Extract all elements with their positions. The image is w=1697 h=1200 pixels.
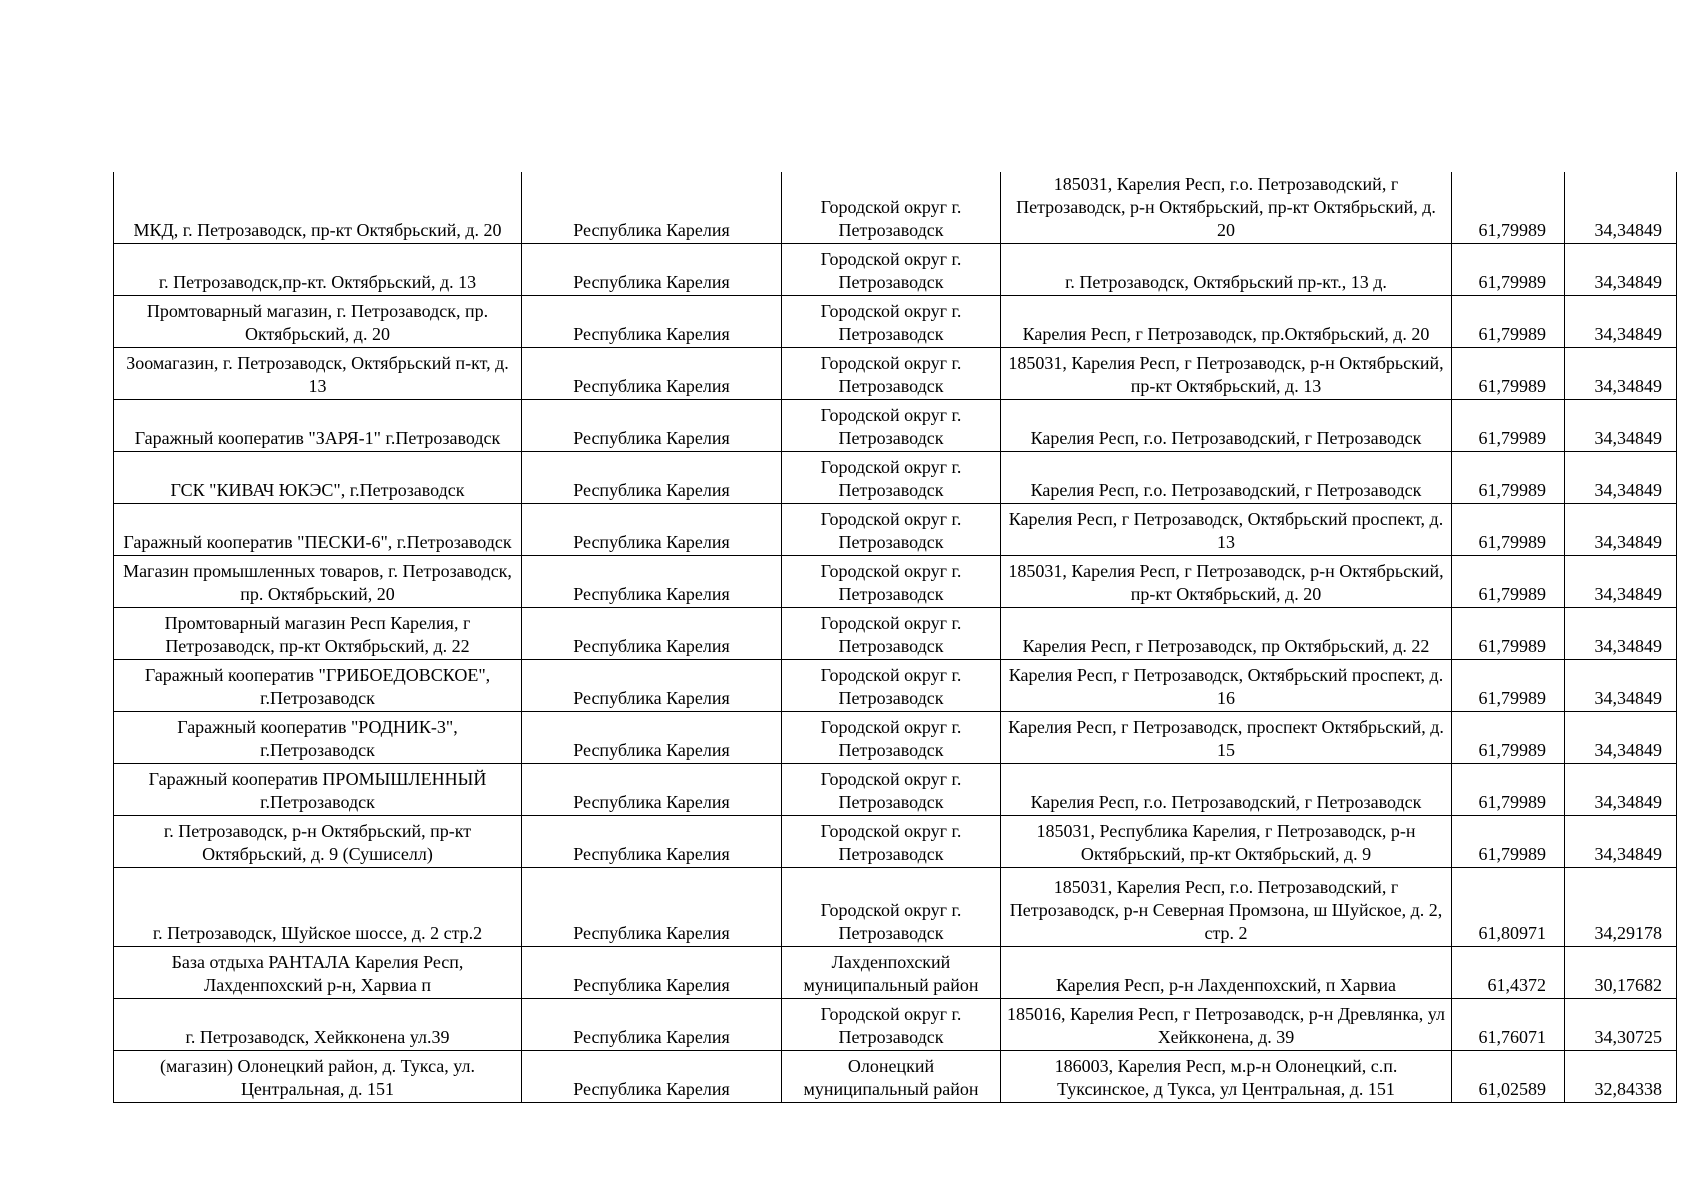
cell-region: Республика Карелия <box>522 400 782 452</box>
cell-region: Республика Карелия <box>522 244 782 296</box>
cell-longitude: 34,34849 <box>1565 608 1677 660</box>
cell-region: Республика Карелия <box>522 172 782 244</box>
cell-latitude: 61,79989 <box>1452 660 1565 712</box>
table-row <box>114 1051 1677 1103</box>
cell-latitude: 61,79989 <box>1452 608 1565 660</box>
cell-region: Республика Карелия <box>522 348 782 400</box>
table-row <box>114 712 1677 764</box>
cell-region: Республика Карелия <box>522 452 782 504</box>
cell-name: Промтоварный магазин Респ Карелия, г Петрозаводск, пр-кт Октябрьский, д. 22 <box>114 608 522 660</box>
cell-name: База отдыха РАНТАЛА Карелия Респ, Лахденпохский р-н, Харвиа п <box>114 947 522 999</box>
cell-district: Олонецкий муниципальный район <box>782 1051 1001 1103</box>
cell-region: Республика Карелия <box>522 556 782 608</box>
cell-longitude: 34,29178 <box>1565 868 1677 947</box>
cell-latitude: 61,76071 <box>1452 999 1565 1051</box>
cell-region: Республика Карелия <box>522 504 782 556</box>
cell-latitude: 61,79989 <box>1452 504 1565 556</box>
table-row <box>114 947 1677 999</box>
cell-longitude: 34,34849 <box>1565 400 1677 452</box>
cell-district: Лахденпохский муниципальный район <box>782 947 1001 999</box>
cell-latitude: 61,79989 <box>1452 556 1565 608</box>
cell-name: МКД, г. Петрозаводск, пр-кт Октябрьский, д. 20 <box>114 172 522 244</box>
cell-district: Городской округ г. Петрозаводск <box>782 452 1001 504</box>
cell-name: Гаражный кооператив "ЗАРЯ-1" г.Петрозаводск <box>114 400 522 452</box>
cell-longitude: 34,30725 <box>1565 999 1677 1051</box>
table-row <box>114 764 1677 816</box>
cell-region: Республика Карелия <box>522 712 782 764</box>
cell-address: 185016, Карелия Респ, г Петрозаводск, р-н Древлянка, ул Хейкконена, д. 39 <box>1001 999 1452 1051</box>
cell-name: Магазин промышленных товаров, г. Петрозаводск, пр. Октябрьский, 20 <box>114 556 522 608</box>
cell-address: Карелия Респ, г Петрозаводск, Октябрьский проспект, д. 16 <box>1001 660 1452 712</box>
cell-name: Промтоварный магазин, г. Петрозаводск, пр. Октябрьский, д. 20 <box>114 296 522 348</box>
table-row <box>114 172 1677 244</box>
cell-district: Городской округ г. Петрозаводск <box>782 172 1001 244</box>
cell-address: 185031, Республика Карелия, г Петрозаводск, р-н Октябрьский, пр-кт Октябрьский, д. 9 <box>1001 816 1452 868</box>
cell-latitude: 61,79989 <box>1452 172 1565 244</box>
cell-latitude: 61,79989 <box>1452 348 1565 400</box>
cell-address: 185031, Карелия Респ, г.о. Петрозаводский, г Петрозаводск, р-н Октябрьский, пр-кт Октябрьский, д. 20 <box>1001 172 1452 244</box>
cell-longitude: 34,34849 <box>1565 504 1677 556</box>
cell-district: Городской округ г. Петрозаводск <box>782 400 1001 452</box>
cell-region: Республика Карелия <box>522 999 782 1051</box>
cell-district: Городской округ г. Петрозаводск <box>782 504 1001 556</box>
cell-region: Республика Карелия <box>522 608 782 660</box>
cell-region: Республика Карелия <box>522 1051 782 1103</box>
cell-address: Карелия Респ, р-н Лахденпохский, п Харвиа <box>1001 947 1452 999</box>
table-body <box>114 172 1677 1103</box>
table-row <box>114 556 1677 608</box>
cell-longitude: 34,34849 <box>1565 452 1677 504</box>
cell-address: Карелия Респ, г Петрозаводск, пр.Октябрьский, д. 20 <box>1001 296 1452 348</box>
table-row <box>114 400 1677 452</box>
cell-district: Городской округ г. Петрозаводск <box>782 712 1001 764</box>
cell-district: Городской округ г. Петрозаводск <box>782 999 1001 1051</box>
cell-latitude: 61,79989 <box>1452 712 1565 764</box>
cell-district: Городской округ г. Петрозаводск <box>782 348 1001 400</box>
cell-address: 185031, Карелия Респ, г.о. Петрозаводский, г Петрозаводск, р-н Северная Промзона, ш Шуйское, д. 2, стр. 2 <box>1001 868 1452 947</box>
cell-longitude: 34,34849 <box>1565 816 1677 868</box>
cell-latitude: 61,79989 <box>1452 816 1565 868</box>
cell-name: ГСК "КИВАЧ ЮКЭС", г.Петрозаводск <box>114 452 522 504</box>
cell-district: Городской округ г. Петрозаводск <box>782 556 1001 608</box>
cell-longitude: 34,34849 <box>1565 764 1677 816</box>
cell-region: Республика Карелия <box>522 816 782 868</box>
cell-address: Карелия Респ, г.о. Петрозаводский, г Петрозаводск <box>1001 400 1452 452</box>
cell-district: Городской округ г. Петрозаводск <box>782 608 1001 660</box>
table-row <box>114 660 1677 712</box>
cell-address: 185031, Карелия Респ, г Петрозаводск, р-н Октябрьский, пр-кт Октябрьский, д. 13 <box>1001 348 1452 400</box>
locations-table <box>113 172 1677 1103</box>
cell-name: Гаражный кооператив ПРОМЫШЛЕННЫЙ г.Петрозаводск <box>114 764 522 816</box>
cell-longitude: 34,34849 <box>1565 172 1677 244</box>
cell-name: Гаражный кооператив "РОДНИК-3", г.Петрозаводск <box>114 712 522 764</box>
cell-longitude: 34,34849 <box>1565 244 1677 296</box>
cell-name: г. Петрозаводск, Хейкконена ул.39 <box>114 999 522 1051</box>
table-row <box>114 452 1677 504</box>
cell-district: Городской округ г. Петрозаводск <box>782 660 1001 712</box>
table-row <box>114 348 1677 400</box>
cell-longitude: 34,34849 <box>1565 660 1677 712</box>
cell-latitude: 61,79989 <box>1452 244 1565 296</box>
table-row <box>114 999 1677 1051</box>
cell-longitude: 34,34849 <box>1565 712 1677 764</box>
cell-address: 186003, Карелия Респ, м.р-н Олонецкий, с.п. Туксинское, д Тукса, ул Центральная, д. 151 <box>1001 1051 1452 1103</box>
cell-address: Карелия Респ, г.о. Петрозаводский, г Петрозаводск <box>1001 452 1452 504</box>
cell-region: Республика Карелия <box>522 947 782 999</box>
cell-district: Городской округ г. Петрозаводск <box>782 868 1001 947</box>
cell-longitude: 30,17682 <box>1565 947 1677 999</box>
table-row <box>114 244 1677 296</box>
cell-address: Карелия Респ, г Петрозаводск, Октябрьский проспект, д. 13 <box>1001 504 1452 556</box>
cell-district: Городской округ г. Петрозаводск <box>782 764 1001 816</box>
cell-longitude: 34,34849 <box>1565 348 1677 400</box>
table-row <box>114 296 1677 348</box>
cell-address: г. Петрозаводск, Октябрьский пр-кт., 13 д. <box>1001 244 1452 296</box>
cell-name: г. Петрозаводск, Шуйское шоссе, д. 2 стр.2 <box>114 868 522 947</box>
cell-latitude: 61,4372 <box>1452 947 1565 999</box>
cell-region: Республика Карелия <box>522 764 782 816</box>
cell-address: Карелия Респ, г Петрозаводск, пр Октябрьский, д. 22 <box>1001 608 1452 660</box>
cell-latitude: 61,79989 <box>1452 764 1565 816</box>
cell-latitude: 61,02589 <box>1452 1051 1565 1103</box>
cell-address: 185031, Карелия Респ, г Петрозаводск, р-н Октябрьский, пр-кт Октябрьский, д. 20 <box>1001 556 1452 608</box>
cell-address: Карелия Респ, г Петрозаводск, проспект Октябрьский, д. 15 <box>1001 712 1452 764</box>
table-row <box>114 816 1677 868</box>
table-row <box>114 504 1677 556</box>
cell-name: г. Петрозаводск, р-н Октябрьский, пр-кт Октябрьский, д. 9 (Сушиселл) <box>114 816 522 868</box>
cell-region: Республика Карелия <box>522 660 782 712</box>
cell-name: Гаражный кооператив "ГРИБОЕДОВСКОЕ", г.Петрозаводск <box>114 660 522 712</box>
cell-address: Карелия Респ, г.о. Петрозаводский, г Петрозаводск <box>1001 764 1452 816</box>
cell-region: Республика Карелия <box>522 296 782 348</box>
table-row <box>114 868 1677 947</box>
cell-latitude: 61,79989 <box>1452 296 1565 348</box>
cell-longitude: 34,34849 <box>1565 556 1677 608</box>
cell-district: Городской округ г. Петрозаводск <box>782 296 1001 348</box>
cell-name: Зоомагазин, г. Петрозаводск, Октябрьский п-кт, д. 13 <box>114 348 522 400</box>
cell-latitude: 61,79989 <box>1452 400 1565 452</box>
cell-region: Республика Карелия <box>522 868 782 947</box>
cell-longitude: 34,34849 <box>1565 296 1677 348</box>
table-row <box>114 608 1677 660</box>
cell-latitude: 61,79989 <box>1452 452 1565 504</box>
cell-name: Гаражный кооператив "ПЕСКИ-6", г.Петрозаводск <box>114 504 522 556</box>
cell-longitude: 32,84338 <box>1565 1051 1677 1103</box>
cell-name: (магазин) Олонецкий район, д. Тукса, ул. Центральная, д. 151 <box>114 1051 522 1103</box>
cell-name: г. Петрозаводск,пр-кт. Октябрьский, д. 13 <box>114 244 522 296</box>
cell-district: Городской округ г. Петрозаводск <box>782 816 1001 868</box>
cell-latitude: 61,80971 <box>1452 868 1565 947</box>
cell-district: Городской округ г. Петрозаводск <box>782 244 1001 296</box>
